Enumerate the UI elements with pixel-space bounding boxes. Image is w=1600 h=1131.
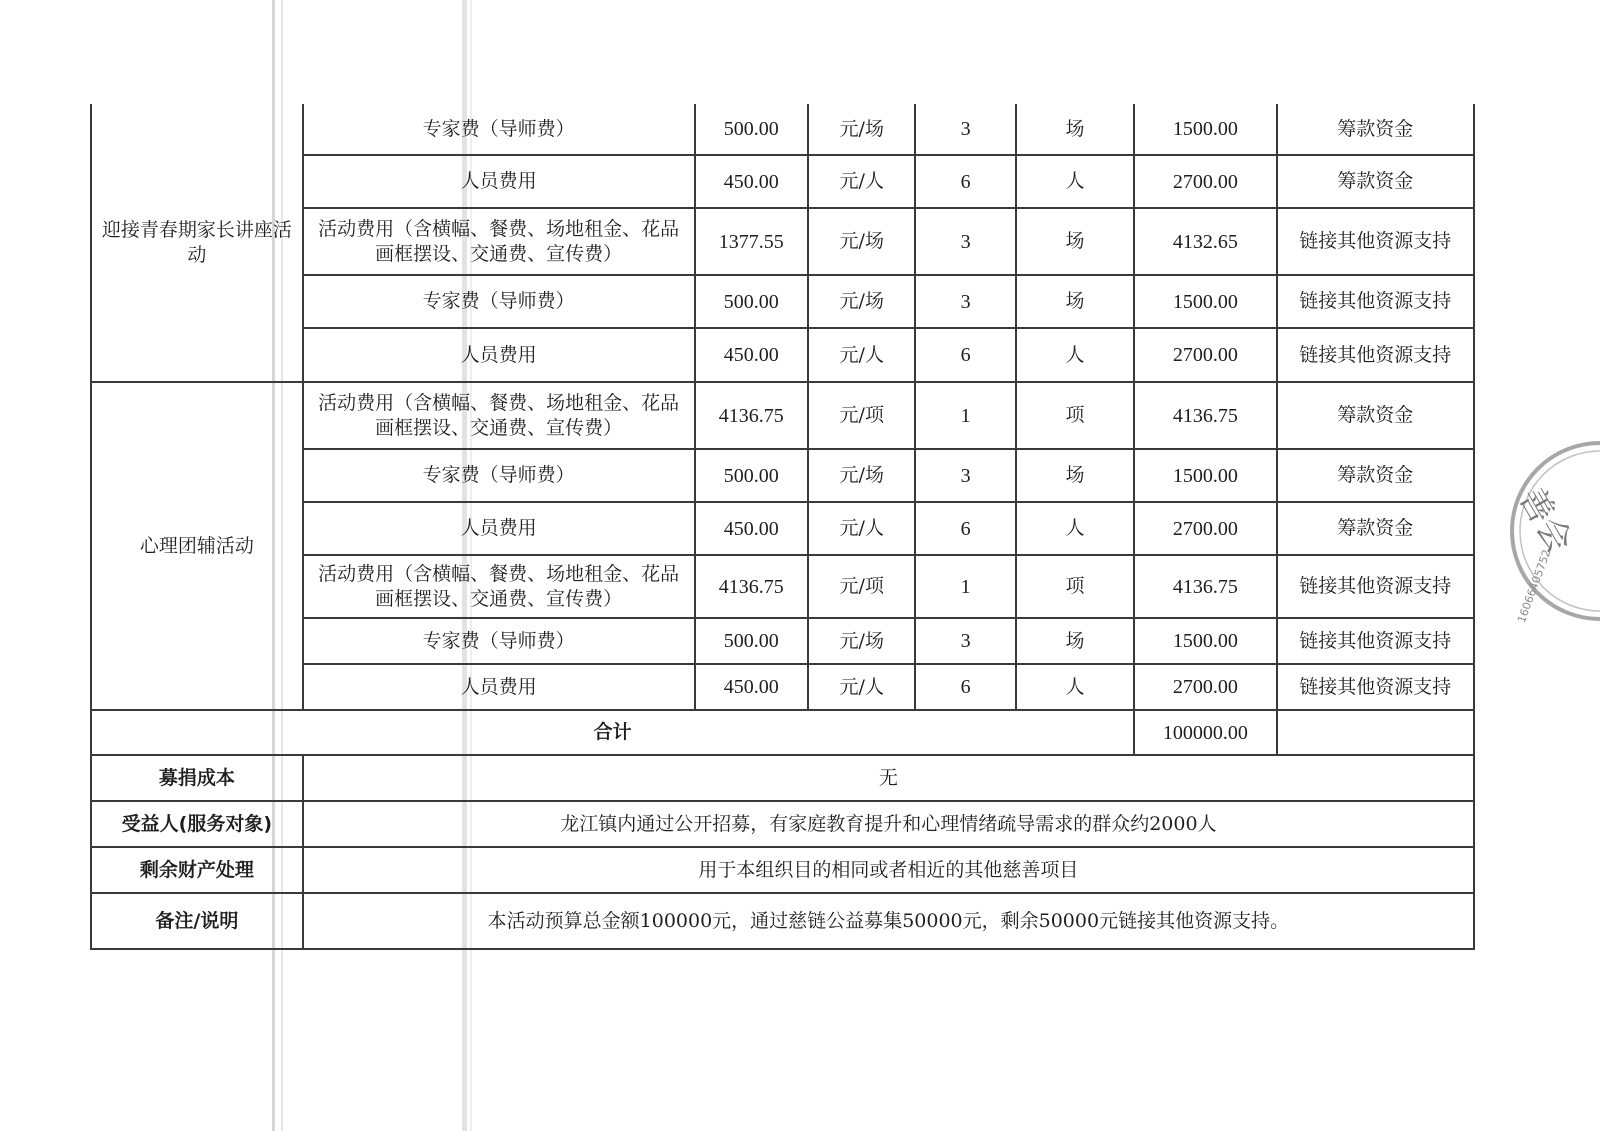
info-value: 本活动预算总金额100000元，通过慈链公益募集50000元，剩余50000元链接其他资源支持。	[303, 893, 1474, 949]
info-label: 募捐成本	[91, 755, 303, 801]
info-label: 受益人(服务对象)	[91, 801, 303, 847]
amount: 1500.00	[1134, 275, 1276, 328]
price-unit: 元/人	[808, 664, 915, 710]
activity-group-name: 迎接青春期家长讲座活动	[91, 104, 303, 382]
price-unit: 元/场	[808, 104, 915, 155]
info-label: 备注/说明	[91, 893, 303, 949]
quantity: 3	[915, 275, 1015, 328]
quantity-unit: 人	[1016, 664, 1135, 710]
unit-price: 1377.55	[695, 208, 809, 275]
svg-text:善会: 善会	[1510, 480, 1580, 560]
unit-price: 500.00	[695, 449, 809, 502]
price-unit: 元/人	[808, 155, 915, 208]
unit-price: 4136.75	[695, 382, 809, 449]
quantity-unit: 场	[1016, 208, 1135, 275]
item-name: 专家费（导师费）	[303, 618, 695, 664]
quantity: 6	[915, 664, 1015, 710]
unit-price: 450.00	[695, 664, 809, 710]
item-name: 专家费（导师费）	[303, 449, 695, 502]
total-row	[91, 710, 1474, 755]
svg-text:16066405752: 16066405752	[1514, 547, 1554, 625]
item-name: 活动费用（含横幅、餐费、场地租金、花品画框摆设、交通费、宣传费）	[303, 555, 695, 618]
price-unit: 元/项	[808, 555, 915, 618]
item-name: 专家费（导师费）	[303, 275, 695, 328]
quantity-unit: 人	[1016, 502, 1135, 555]
funding-source: 链接其他资源支持	[1277, 328, 1474, 382]
official-seal-stamp	[1508, 436, 1600, 626]
funding-source: 链接其他资源支持	[1277, 664, 1474, 710]
unit-price: 4136.75	[695, 555, 809, 618]
quantity: 6	[915, 328, 1015, 382]
quantity: 1	[915, 555, 1015, 618]
unit-price: 450.00	[695, 502, 809, 555]
price-unit: 元/项	[808, 382, 915, 449]
total-empty-cell	[1277, 710, 1474, 755]
quantity-unit: 场	[1016, 104, 1135, 155]
amount: 1500.00	[1134, 104, 1276, 155]
info-value: 龙江镇内通过公开招募，有家庭教育提升和心理情绪疏导需求的群众约2000人	[303, 801, 1474, 847]
info-label: 剩余财产处理	[91, 847, 303, 893]
table-row	[91, 104, 1474, 155]
amount: 1500.00	[1134, 449, 1276, 502]
amount: 4136.75	[1134, 382, 1276, 449]
info-value: 用于本组织目的相同或者相近的其他慈善项目	[303, 847, 1474, 893]
amount: 1500.00	[1134, 618, 1276, 664]
item-name: 专家费（导师费）	[303, 104, 695, 155]
price-unit: 元/人	[808, 502, 915, 555]
quantity: 3	[915, 104, 1015, 155]
budget-table	[90, 104, 1475, 950]
info-row	[91, 893, 1474, 949]
quantity: 6	[915, 155, 1015, 208]
price-unit: 元/场	[808, 449, 915, 502]
amount: 2700.00	[1134, 328, 1276, 382]
price-unit: 元/人	[808, 328, 915, 382]
price-unit: 元/场	[808, 208, 915, 275]
item-name: 人员费用	[303, 155, 695, 208]
table-row	[91, 382, 1474, 449]
amount: 4136.75	[1134, 555, 1276, 618]
item-name: 活动费用（含横幅、餐费、场地租金、花品画框摆设、交通费、宣传费）	[303, 208, 695, 275]
funding-source: 链接其他资源支持	[1277, 275, 1474, 328]
unit-price: 450.00	[695, 328, 809, 382]
quantity: 3	[915, 449, 1015, 502]
quantity-unit: 人	[1016, 328, 1135, 382]
total-amount: 100000.00	[1134, 710, 1276, 755]
funding-source: 筹款资金	[1277, 449, 1474, 502]
item-name: 活动费用（含横幅、餐费、场地租金、花品画框摆设、交通费、宣传费）	[303, 382, 695, 449]
funding-source: 链接其他资源支持	[1277, 208, 1474, 275]
info-row	[91, 847, 1474, 893]
unit-price: 500.00	[695, 104, 809, 155]
unit-price: 450.00	[695, 155, 809, 208]
quantity: 3	[915, 618, 1015, 664]
quantity: 3	[915, 208, 1015, 275]
amount: 2700.00	[1134, 664, 1276, 710]
price-unit: 元/场	[808, 275, 915, 328]
item-name: 人员费用	[303, 664, 695, 710]
item-name: 人员费用	[303, 502, 695, 555]
quantity-unit: 场	[1016, 275, 1135, 328]
funding-source: 筹款资金	[1277, 155, 1474, 208]
unit-price: 500.00	[695, 275, 809, 328]
quantity: 6	[915, 502, 1015, 555]
info-value: 无	[303, 755, 1474, 801]
unit-price: 500.00	[695, 618, 809, 664]
info-row	[91, 755, 1474, 801]
item-name: 人员费用	[303, 328, 695, 382]
amount: 2700.00	[1134, 502, 1276, 555]
funding-source: 筹款资金	[1277, 502, 1474, 555]
funding-source: 链接其他资源支持	[1277, 555, 1474, 618]
activity-group-name: 心理团辅活动	[91, 382, 303, 710]
quantity: 1	[915, 382, 1015, 449]
price-unit: 元/场	[808, 618, 915, 664]
amount: 2700.00	[1134, 155, 1276, 208]
amount: 4132.65	[1134, 208, 1276, 275]
funding-source: 链接其他资源支持	[1277, 618, 1474, 664]
quantity-unit: 人	[1016, 155, 1135, 208]
quantity-unit: 场	[1016, 618, 1135, 664]
quantity-unit: 项	[1016, 382, 1135, 449]
quantity-unit: 项	[1016, 555, 1135, 618]
funding-source: 筹款资金	[1277, 382, 1474, 449]
total-label: 合计	[91, 710, 1134, 755]
funding-source: 筹款资金	[1277, 104, 1474, 155]
info-row	[91, 801, 1474, 847]
quantity-unit: 场	[1016, 449, 1135, 502]
